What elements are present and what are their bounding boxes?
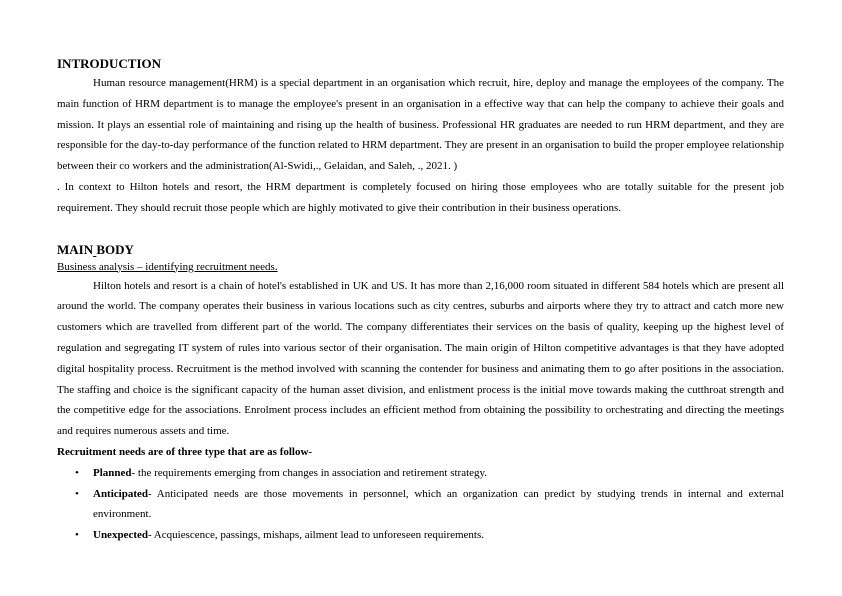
bullet-icon: •	[75, 529, 79, 542]
recruitment-needs-list	[57, 463, 784, 546]
introduction-paragraph-2: . In context to Hilton hotels and resort, the HRM department is completely focused on hiring those employees who are totally suitable for the present job requirement. They should recruit those people which are highly motivated to give their contribution in their business operations.	[57, 180, 784, 214]
need-label: Anticipated	[93, 487, 148, 500]
list-item-planned	[57, 463, 784, 484]
document-content	[57, 55, 784, 546]
bullet-icon: •	[75, 487, 79, 500]
need-text: - Anticipated needs are those movements in personnel, which an organization can predict by studying trends in internal and external environment.	[93, 487, 784, 521]
introduction-heading: INTRODUCTION	[57, 56, 162, 71]
recruitment-needs-intro: Recruitment needs are of three type that are as follow-	[57, 445, 313, 458]
need-text: - Acquiescence, passings, mishaps, ailment lead to unforeseen requirements.	[148, 529, 485, 542]
main-body-heading-part1: MAIN	[57, 241, 94, 257]
list-item-unexpected	[57, 525, 784, 546]
introduction-paragraph-1: Human resource management(HRM) is a special department in an organisation which recruit, hire, deploy and manage the employees of the company. The main function of HRM department is to manage the employee's present in an organisation in a effective way that can help the company to achieve their goals and mission. It plays an essential role of maintaining and rising up the health of business. Professional HR graduates are needed to run HRM department, and they are responsible for the day-to-day performance of the function related to HRM department. They are present in an organisation to build the proper employee relationship between their co workers and the administration(Al-Swidi,., Gelaidan, and Saleh, ., 2021. )	[57, 77, 784, 173]
main-body-heading-part2: BODY	[96, 241, 134, 257]
bullet-icon: •	[75, 466, 79, 479]
need-label: Unexpected	[93, 529, 148, 542]
need-label: Planned	[93, 466, 132, 479]
main-body-paragraph: Hilton hotels and resort is a chain of hotel's established in UK and US. It has more than 2,16,000 room situated in different 584 hotels which are present all around the world. The company operates their business in various locations such as city centres, suburbs and airports where they try to attract and catch more new customers which are travelled from different part of the world. The company differentiates their services on the basis of quality, keeping up the highest level of regulation and segregating IT system of rules into various sector of their organisation. The main origin of Hilton competitive advantages is that they have adopted digital hospitality process. Recruitment is the method involved with scanning the contender for business and animating them to go after positions in the association. The staffing and choice is the significant capacity of the human asset division, and enlistment process is the initial move towards making the cutthroat strength and the competitive edge for the associations. Enrolment process includes an efficient method from obtaining the possibility to orchestrating and directing the meetings and requires numerous assets and time.	[57, 279, 784, 438]
need-text: - the requirements emerging from changes in association and retirement strategy.	[131, 466, 488, 479]
business-analysis-subheading: Business analysis – identifying recruitment needs.	[57, 260, 278, 273]
main-body-heading	[57, 241, 784, 259]
list-item-anticipated	[57, 484, 784, 526]
